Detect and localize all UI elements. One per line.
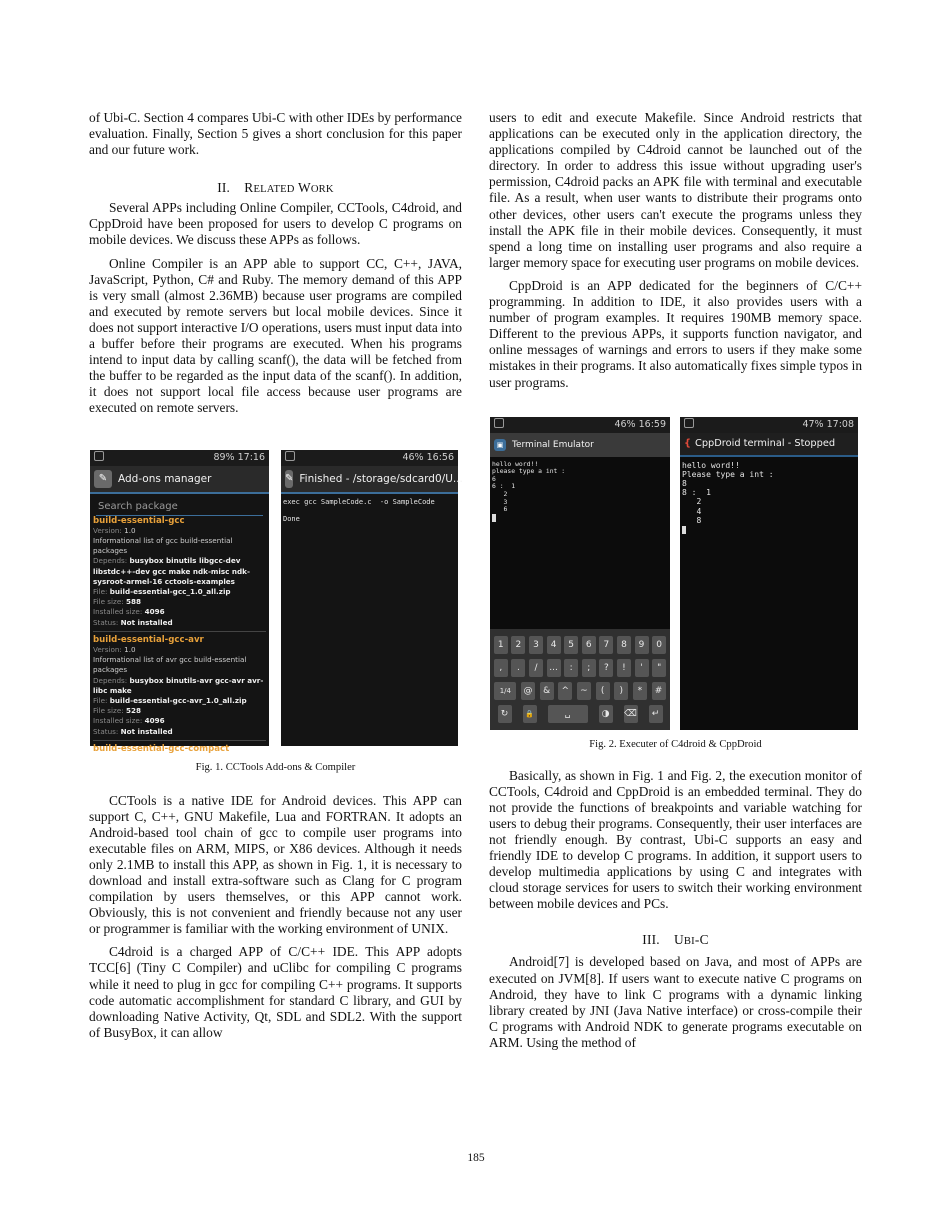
enter-icon[interactable]: ↵ [649,705,663,723]
lock-icon[interactable]: 🔒 [523,705,537,723]
c4droid-paragraph: C4droid is a charged APP of C/C++ IDE. This APP adopts TCC[6] (Tiny C Compiler) and uClibc for compiling C programs while it need to plug in gcc for compiling C++ programs. It supports code automatic accomplishment for standard C library, and GUI by downloading Native Activity, Qt, SDL and SDL2. With the support of BusyBox, it can allow [89,944,462,1040]
key[interactable]: ) [614,682,628,700]
key[interactable]: 4 [547,636,561,654]
key[interactable]: 5 [564,636,578,654]
keyboard-row [492,636,668,654]
key[interactable]: 9 [635,636,649,654]
compiler-output: exec gcc SampleCode.c -o SampleCode Done [283,497,435,523]
android-paragraph: Android[7] is developed based on Java, and most of APPs are executed on JVM[8]. If users want to execute native C programs on Android, they have to link C programs with a dynamic linking library created by JNI (Java Native interface) or cross-compile their C programs with Android NDK to generate programs executable on ARM. Using the method of [489,954,862,1050]
key[interactable]: * [633,682,647,700]
left-column [89,110,462,1041]
key[interactable]: / [529,659,543,677]
related-work-paragraph: Several APPs including Online Compiler, CCTools, C4droid, and CppDroid have been proposed for users to develop C programs on mobile devices. We discuss these APPs as follows. [89,200,462,248]
search-package-input[interactable]: Search package [96,498,263,516]
package-list[interactable] [90,516,269,754]
terminal-icon: ▣ [494,439,506,451]
key[interactable]: 0 [652,636,666,654]
cppdroid-paragraph: CppDroid is an APP dedicated for the beginners of C/C++ programming. In addition to IDE, it also provides users with a number of program examples. It requires 190MB memory space. Different to the previous APPs, it supports function navigator, and online messages of warnings and errors to users if they make some mistakes in their programs. It also automatically fixes simple typos in user programs. [489,277,863,390]
title-bar: { CppDroid terminal - Stopped [680,433,858,457]
status-bar: 89% 17:16 [90,450,269,466]
key[interactable]: ! [617,659,631,677]
key[interactable]: ? [599,659,613,677]
key[interactable]: ^ [558,682,572,700]
title-bar: ✎ Add-ons manager [90,466,269,494]
cursor [682,526,686,534]
backspace-icon[interactable]: ⌫ [624,705,638,723]
app-logo-icon: ✎ [94,470,112,488]
usb-icon [94,451,104,461]
refresh-icon[interactable]: ↻ [498,705,512,723]
space-key[interactable]: ␣ [548,705,588,723]
usb-icon [285,451,295,461]
key[interactable]: 2 [511,636,525,654]
figure-2 [489,417,862,735]
title-bar: ▣ Terminal Emulator [490,433,670,457]
key[interactable]: 8 [617,636,631,654]
status-bar: 46% 16:59 [490,417,670,433]
figure-1-caption: Fig. 1. CCTools Add-ons & Compiler [195,761,356,773]
compiler-finished-screenshot [281,450,463,746]
app-logo-icon: ✎ [285,470,293,488]
c4droid-terminal-screenshot [490,417,670,730]
status-bar: 46% 16:56 [281,450,458,466]
key[interactable]: . [511,659,525,677]
key[interactable]: @ [521,682,535,700]
package-item[interactable]: build-essential-gcc Version: 1.0 Informational list of gcc build-essential packages Depends: busybox binutils libgcc-dev libstdc++-dev gcc make ndk-misc ndk-sysroot-armel-16 cctools-examples File: build-essential-gcc_1.0_all.zip File size: 588 Installed size: 4096 Status: Not installed [93,515,250,627]
key[interactable]: ~ [577,682,591,700]
right-column [489,110,862,1051]
figure-2-caption: Fig. 2. Executer of C4droid & CppDroid [589,738,762,750]
section-heading-related-work: II. RELATED WORK [217,180,334,196]
intro-paragraph: of Ubi-C. Section 4 compares Ubi-C with other IDEs by performance evaluation. Finally, Section 5 gives a short conclusion for this paper and our future work. [89,110,462,158]
c4droid-continued-paragraph: users to edit and execute Makefile. Since Android restricts that applications can be executed only in the application directory, the applications compiled by C4droid cannot be launched out of the directory. In order to address this issue without upgrading user's permission, C4droid packs an APK file with terminal and executable file. As a result, when user wants to distribute their programs onto other devices, other users can't execute the programs unless they install the APK file in their mobile devices. Consequently, it must spend a long time on installing user programs and also require a larger memory space for executing user programs on mobile devices. [489,110,862,270]
soft-keyboard[interactable] [490,629,670,730]
section-heading-ubi-c: III. UBI-C [642,932,709,948]
contrast-icon[interactable]: ◑ [599,705,613,723]
cursor [492,514,496,522]
cppdroid-terminal-screenshot [680,417,858,730]
key[interactable]: : [564,659,578,677]
key[interactable]: 7 [599,636,613,654]
status-bar: 47% 17:08 [680,417,858,433]
key[interactable]: , [494,659,508,677]
online-compiler-paragraph: Online Compiler is an APP able to support CC, C++, JAVA, JavaScript, Python, C# and Ruby. The memory demand of this APP is very small (almost 2.36MB) because user programs are compiled and executed by remote servers but local mobile devices. Since it does not support interactive I/O operations, users must input data into a buffer before their programs are executed. When his programs intend to input data by calling scanf(), the data will be fetched from the buffer to be regarded as the input data of the scanf(). In addition, it does not support local file access because user programs are executed on remote servers. [89,255,463,416]
key[interactable]: ' [635,659,649,677]
package-item[interactable]: build-essential-gcc-avr Version: 1.0 Informational list of avr gcc build-essential packages Depends: busybox binutils-avr gcc-avr avr-libc make File: build-essential-gcc-avr_1.0_all.zip File size: 528 Installed size: 4096 Status: Not installed [93,634,264,736]
terminal-output: hello word!! Please type a int : 8 8 : 1 2 4 8 [680,457,858,539]
key[interactable]: 1 [494,636,508,654]
page-key[interactable]: 1/4 [494,682,516,700]
keyboard-row [492,682,668,700]
key[interactable]: ; [582,659,596,677]
title-bar: ✎ Finished - /storage/sdcard0/U... [281,466,458,494]
basically-paragraph: Basically, as shown in Fig. 1 and Fig. 2, the execution monitor of CCTools, C4droid and CppDroid is an embedded terminal. They do not provide the functions of breakpoints and variable watching for users to debug their programs. Consequently, their user interfaces are not friendly enough. By contrast, Ubi-C supports an easy and friendly IDE to develop C programs. In addition, it support users to develop multimedia applications by using C and integrates with cloud storage services for users to switch their working environment between mobile devices and PCs. [489,767,862,912]
key[interactable]: ( [596,682,610,700]
package-item[interactable]: build-essential-gcc-compact [93,743,230,754]
usb-icon [684,418,694,428]
figure-1 [89,450,463,754]
keyboard-row [492,705,668,723]
key[interactable]: # [652,682,666,700]
cppdroid-logo-icon: { [684,438,691,450]
keyboard-row [492,659,668,677]
key[interactable]: 3 [529,636,543,654]
terminal-output: hello word!! please type a int : 6 6 : 1 2 3 6 [490,457,670,527]
key[interactable]: " [652,659,666,677]
page-number: 185 [467,1152,485,1164]
cctools-paragraph: CCTools is a native IDE for Android devices. This APP can support C, C++, GNU Makefile, Lua and FORTRAN. It adopts an Android-based tool chain of gcc to compile user programs into executable files on ARM, MIPS, or X86 devices. Although it needs only 2.1MB to install this APP, as shown in Fig. 1, it is necessary to download and install extra-software such as Clang for C program compilation by users themselves, or this APP cannot work. Obviously, this is not convenient and friendly because not any user or programmer is familiar with the working environment of UNIX. [89,792,462,937]
usb-icon [494,418,504,428]
key[interactable]: ... [547,659,561,677]
key[interactable]: 6 [582,636,596,654]
key[interactable]: & [540,682,554,700]
addons-manager-screenshot [90,450,269,754]
